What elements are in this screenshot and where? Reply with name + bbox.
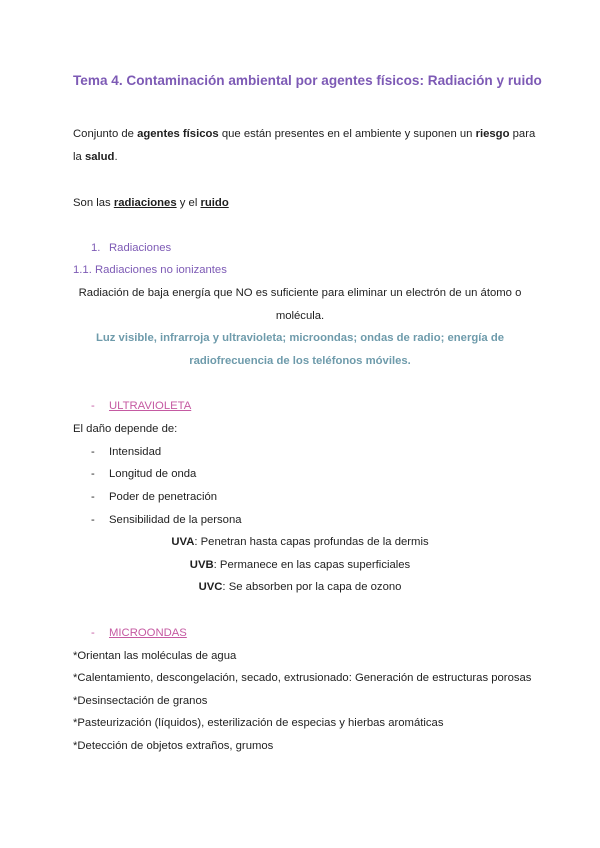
- page-title: Tema 4. Contaminación ambiental por agentes físicos: Radiación y ruido: [73, 73, 542, 88]
- list-dash: -: [91, 514, 95, 526]
- intro-line-2: [73, 150, 118, 164]
- uvb-desc: : Permanece en las capas superficiales: [213, 559, 411, 571]
- section-1-number: 1.: [91, 242, 101, 254]
- definition-line-2: molécula.: [275, 310, 325, 322]
- intro-text: la: [73, 151, 85, 163]
- uv-dash: -: [91, 400, 95, 412]
- examples-line-2: radiofrecuencia de los teléfonos móviles.: [189, 355, 411, 367]
- intro-text: .: [114, 151, 118, 163]
- subsection-heading: 1.1. Radiaciones no ionizantes: [73, 264, 227, 276]
- list-dash: -: [91, 491, 95, 503]
- list-dash: -: [91, 468, 95, 480]
- uvb-line: [0, 558, 600, 572]
- types-ruido: ruido: [200, 197, 229, 209]
- factor-intensidad: Intensidad: [109, 446, 162, 458]
- uvb-name: UVB: [189, 559, 214, 571]
- types-radiaciones: radiaciones: [113, 197, 177, 209]
- list-dash: -: [91, 446, 95, 458]
- intro-text: que están presentes en el ambiente y suponen un: [218, 128, 476, 140]
- section-1-heading: Radiaciones: [109, 242, 172, 254]
- intro-line-1: [73, 127, 535, 141]
- intro-bold-agentes: agentes físicos: [137, 128, 219, 140]
- intro-text: para: [509, 128, 536, 140]
- mw-item: *Detección de objetos extraños, grumos: [73, 740, 274, 752]
- mw-item: *Desinsectación de granos: [73, 695, 208, 707]
- uva-desc: : Penetran hasta capas profundas de la dermis: [194, 536, 429, 548]
- uvc-name: UVC: [198, 581, 223, 593]
- uv-depends-label: El daño depende de:: [73, 423, 178, 435]
- uvc-desc: : Se absorben por la capa de ozono: [222, 581, 402, 593]
- uv-heading: ULTRAVIOLETA: [109, 400, 192, 412]
- uvc-line: [0, 580, 600, 594]
- intro-bold-salud: salud: [84, 151, 115, 163]
- examples-line-1: Luz visible, infrarroja y ultravioleta; microondas; ondas de radio; energía de: [95, 332, 505, 344]
- mw-dash: -: [91, 627, 95, 639]
- mw-item: *Calentamiento, descongelación, secado, extrusionado: Generación de estructuras porosas: [73, 672, 532, 684]
- factor-sensibilidad: Sensibilidad de la persona: [109, 514, 242, 526]
- intro-text: Conjunto de: [73, 128, 138, 140]
- mw-item: *Pasteurización (líquidos), esterilización de especias y hierbas aromáticas: [73, 717, 444, 729]
- uva-line: [0, 535, 600, 549]
- types-text: y el: [176, 197, 201, 209]
- mw-item: *Orientan las moléculas de agua: [73, 650, 237, 662]
- definition-line-1: Radiación de baja energía que NO es suficiente para eliminar un electrón de un átomo o: [78, 287, 522, 299]
- types-line: [73, 196, 229, 210]
- mw-heading: MICROONDAS: [109, 627, 187, 639]
- intro-bold-riesgo: riesgo: [475, 128, 510, 140]
- factor-penetracion: Poder de penetración: [109, 491, 218, 503]
- factor-longitud: Longitud de onda: [109, 468, 197, 480]
- types-text: Son las: [73, 197, 114, 209]
- uva-name: UVA: [171, 536, 195, 548]
